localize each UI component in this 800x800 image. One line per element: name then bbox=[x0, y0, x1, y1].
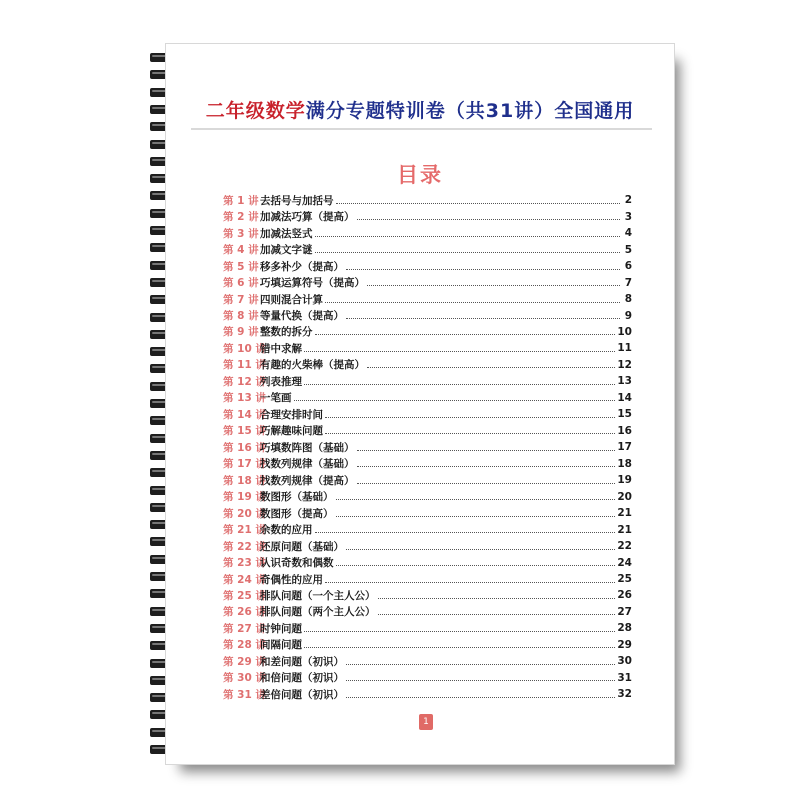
toc-entry[interactable] bbox=[223, 587, 632, 603]
toc-dot-leader bbox=[346, 664, 615, 665]
toc-lesson-number: 第 28 讲 bbox=[223, 639, 266, 652]
toc-lesson-title: 找数列规律（基础） bbox=[260, 458, 355, 471]
toc-page-number: 32 bbox=[617, 688, 632, 701]
toc-lesson-title: 加减文字谜 bbox=[260, 244, 313, 257]
toc-entry[interactable] bbox=[223, 406, 632, 422]
toc-page-number: 20 bbox=[617, 490, 632, 503]
toc-entry[interactable] bbox=[223, 456, 632, 472]
toc-page-number: 11 bbox=[617, 342, 632, 355]
toc-lesson-number: 第 6 讲 bbox=[223, 277, 259, 290]
toc-page-number: 21 bbox=[617, 507, 632, 520]
toc-lesson-title: 认识奇数和偶数 bbox=[260, 557, 334, 570]
toc-page-number: 4 bbox=[624, 227, 632, 240]
toc-page-number: 9 bbox=[624, 309, 632, 322]
toc-lesson-title: 排队问题（两个主人公） bbox=[260, 606, 376, 619]
toc-lesson-number: 第 24 讲 bbox=[223, 573, 266, 586]
toc-lesson-title: 移多补少（提高） bbox=[260, 260, 344, 273]
toc-page-number: 5 bbox=[624, 243, 632, 256]
toc-dot-leader bbox=[304, 647, 615, 648]
toc-entry[interactable] bbox=[223, 637, 632, 653]
toc-lesson-number: 第 25 讲 bbox=[223, 589, 266, 602]
toc-lesson-number: 第 5 讲 bbox=[223, 260, 259, 273]
toc-lesson-number: 第 26 讲 bbox=[223, 606, 266, 619]
toc-page-number: 28 bbox=[617, 622, 632, 635]
toc-dot-leader bbox=[357, 483, 616, 484]
toc-lesson-title: 有趣的火柴棒（提高） bbox=[260, 359, 365, 372]
toc-page-number: 17 bbox=[617, 441, 632, 454]
toc-entry[interactable] bbox=[223, 324, 632, 340]
toc-lesson-number: 第 31 讲 bbox=[223, 688, 266, 701]
toc-dot-leader bbox=[336, 565, 616, 566]
toc-dot-leader bbox=[367, 285, 620, 286]
toc-dot-leader bbox=[357, 466, 616, 467]
toc-entry[interactable] bbox=[223, 538, 632, 554]
toc-entry[interactable] bbox=[223, 686, 632, 702]
toc-lesson-title: 时钟问题 bbox=[260, 622, 302, 635]
toc-lesson-title: 数图形（基础） bbox=[260, 491, 334, 504]
toc-lesson-title: 巧填运算符号（提高） bbox=[260, 277, 365, 290]
toc-dot-leader bbox=[304, 351, 615, 352]
page-header-title bbox=[166, 96, 674, 123]
toc-entry[interactable] bbox=[223, 340, 632, 356]
toc-dot-leader bbox=[378, 614, 616, 615]
toc-lesson-title: 找数列规律（提高） bbox=[260, 474, 355, 487]
toc-page-number: 13 bbox=[617, 375, 632, 388]
toc-dot-leader bbox=[357, 219, 621, 220]
toc-page-number: 27 bbox=[617, 605, 632, 618]
toc-lesson-number: 第 7 讲 bbox=[223, 293, 259, 306]
toc-heading: 目录 bbox=[397, 163, 443, 187]
toc-lesson-number: 第 12 讲 bbox=[223, 375, 266, 388]
toc-dot-leader bbox=[315, 532, 616, 533]
toc-entry[interactable] bbox=[223, 307, 632, 323]
toc-page-number: 7 bbox=[624, 276, 632, 289]
toc-lesson-number: 第 2 讲 bbox=[223, 211, 259, 224]
toc-lesson-number: 第 19 讲 bbox=[223, 491, 266, 504]
toc-page-number: 12 bbox=[617, 358, 632, 371]
table-of-contents bbox=[223, 192, 632, 703]
toc-entry[interactable] bbox=[223, 225, 632, 241]
toc-dot-leader bbox=[315, 334, 616, 335]
toc-lesson-number: 第 10 讲 bbox=[223, 342, 266, 355]
toc-lesson-title: 列表推理 bbox=[260, 375, 302, 388]
toc-dot-leader bbox=[336, 499, 616, 500]
toc-lesson-title: 还原问题（基础） bbox=[260, 540, 344, 553]
toc-lesson-number: 第 30 讲 bbox=[223, 672, 266, 685]
toc-dot-leader bbox=[346, 549, 615, 550]
header-title-grade: 二年级数学 bbox=[205, 100, 306, 122]
toc-page-number: 31 bbox=[617, 671, 632, 684]
toc-entry[interactable] bbox=[223, 192, 632, 208]
toc-lesson-number: 第 8 讲 bbox=[223, 310, 259, 323]
toc-dot-leader bbox=[357, 450, 616, 451]
toc-dot-leader bbox=[304, 384, 615, 385]
toc-lesson-title: 和差问题（初识） bbox=[260, 655, 344, 668]
toc-page-number: 19 bbox=[617, 474, 632, 487]
toc-lesson-number: 第 29 讲 bbox=[223, 655, 266, 668]
toc-lesson-number: 第 20 讲 bbox=[223, 507, 266, 520]
toc-lesson-number: 第 14 讲 bbox=[223, 408, 266, 421]
toc-page-number: 6 bbox=[624, 260, 632, 273]
toc-entry[interactable] bbox=[223, 357, 632, 373]
toc-lesson-title: 巧填数阵图（基础） bbox=[260, 441, 355, 454]
toc-lesson-number: 第 15 讲 bbox=[223, 425, 266, 438]
toc-lesson-number: 第 3 讲 bbox=[223, 227, 259, 240]
toc-page-number: 8 bbox=[624, 293, 632, 306]
toc-entry[interactable] bbox=[223, 505, 632, 521]
toc-lesson-title: 差倍问题（初识） bbox=[260, 688, 344, 701]
toc-dot-leader bbox=[346, 318, 620, 319]
toc-entry[interactable] bbox=[223, 274, 632, 290]
toc-lesson-title: 巧解趣味问题 bbox=[260, 425, 323, 438]
toc-lesson-title: 合理安排时间 bbox=[260, 408, 323, 421]
toc-entry[interactable] bbox=[223, 439, 632, 455]
toc-dot-leader bbox=[325, 302, 620, 303]
toc-lesson-title: 一笔画 bbox=[260, 392, 292, 405]
page-number-badge: 1 bbox=[419, 714, 433, 730]
toc-lesson-number: 第 13 讲 bbox=[223, 392, 266, 405]
toc-entry[interactable] bbox=[223, 670, 632, 686]
toc-lesson-title: 四则混合计算 bbox=[260, 293, 323, 306]
toc-page-number: 25 bbox=[617, 573, 632, 586]
toc-lesson-number: 第 4 讲 bbox=[223, 244, 259, 257]
toc-dot-leader bbox=[346, 269, 620, 270]
toc-dot-leader bbox=[325, 417, 615, 418]
toc-dot-leader bbox=[315, 236, 621, 237]
toc-page-number: 16 bbox=[617, 424, 632, 437]
toc-lesson-title: 去括号与加括号 bbox=[260, 194, 334, 207]
toc-lesson-number: 第 22 讲 bbox=[223, 540, 266, 553]
toc-entry[interactable] bbox=[223, 604, 632, 620]
toc-entry[interactable] bbox=[223, 571, 632, 587]
toc-page-number: 14 bbox=[617, 391, 632, 404]
toc-lesson-number: 第 9 讲 bbox=[223, 326, 259, 339]
toc-lesson-number: 第 1 讲 bbox=[223, 194, 259, 207]
toc-entry[interactable] bbox=[223, 258, 632, 274]
toc-lesson-title: 加减法巧算（提高） bbox=[260, 211, 355, 224]
toc-entry[interactable] bbox=[223, 390, 632, 406]
toc-lesson-number: 第 11 讲 bbox=[223, 359, 266, 372]
toc-page-number: 22 bbox=[617, 540, 632, 553]
toc-lesson-title: 奇偶性的应用 bbox=[260, 573, 323, 586]
toc-dot-leader bbox=[346, 697, 615, 698]
toc-entry[interactable] bbox=[223, 241, 632, 257]
toc-lesson-number: 第 17 讲 bbox=[223, 458, 266, 471]
toc-lesson-title: 排队问题（一个主人公） bbox=[260, 589, 376, 602]
toc-dot-leader bbox=[378, 598, 616, 599]
toc-dot-leader bbox=[367, 367, 615, 368]
toc-lesson-title: 整数的拆分 bbox=[260, 326, 313, 339]
toc-dot-leader bbox=[346, 680, 615, 681]
toc-page-number: 3 bbox=[624, 210, 632, 223]
toc-dot-leader bbox=[304, 631, 615, 632]
toc-dot-leader bbox=[325, 582, 615, 583]
toc-entry[interactable] bbox=[223, 423, 632, 439]
toc-entry[interactable] bbox=[223, 373, 632, 389]
toc-page-number: 21 bbox=[617, 523, 632, 536]
toc-lesson-number: 第 27 讲 bbox=[223, 622, 266, 635]
toc-entry[interactable] bbox=[223, 208, 632, 224]
toc-entry[interactable] bbox=[223, 554, 632, 570]
document-page bbox=[165, 43, 675, 765]
toc-page-number: 26 bbox=[617, 589, 632, 602]
toc-entry[interactable] bbox=[223, 291, 632, 307]
toc-lesson-title: 加减法竖式 bbox=[260, 227, 313, 240]
header-divider bbox=[191, 128, 652, 130]
header-title-rest: 满分专题特训卷（共31讲）全国通用 bbox=[305, 100, 635, 122]
toc-page-number: 2 bbox=[624, 194, 632, 207]
toc-entry[interactable] bbox=[223, 521, 632, 537]
toc-dot-leader bbox=[336, 516, 616, 517]
toc-lesson-number: 第 16 讲 bbox=[223, 441, 266, 454]
toc-entry[interactable] bbox=[223, 472, 632, 488]
toc-page-number: 18 bbox=[617, 457, 632, 470]
toc-dot-leader bbox=[315, 252, 621, 253]
toc-lesson-number: 第 21 讲 bbox=[223, 524, 266, 537]
toc-dot-leader bbox=[294, 400, 616, 401]
toc-dot-leader bbox=[325, 433, 615, 434]
toc-dot-leader bbox=[336, 203, 621, 204]
toc-entry[interactable] bbox=[223, 653, 632, 669]
toc-entry[interactable] bbox=[223, 620, 632, 636]
toc-page-number: 15 bbox=[617, 408, 632, 421]
toc-page-number: 29 bbox=[617, 638, 632, 651]
toc-lesson-title: 间隔问题 bbox=[260, 639, 302, 652]
toc-lesson-number: 第 23 讲 bbox=[223, 557, 266, 570]
toc-lesson-title: 和倍问题（初识） bbox=[260, 672, 344, 685]
toc-page-number: 30 bbox=[617, 655, 632, 668]
toc-lesson-title: 余数的应用 bbox=[260, 524, 313, 537]
toc-entry[interactable] bbox=[223, 488, 632, 504]
toc-page-number: 24 bbox=[617, 556, 632, 569]
toc-page-number: 10 bbox=[617, 325, 632, 338]
toc-lesson-title: 错中求解 bbox=[260, 342, 302, 355]
toc-lesson-title: 数图形（提高） bbox=[260, 507, 334, 520]
toc-lesson-title: 等量代换（提高） bbox=[260, 310, 344, 323]
toc-lesson-number: 第 18 讲 bbox=[223, 474, 266, 487]
